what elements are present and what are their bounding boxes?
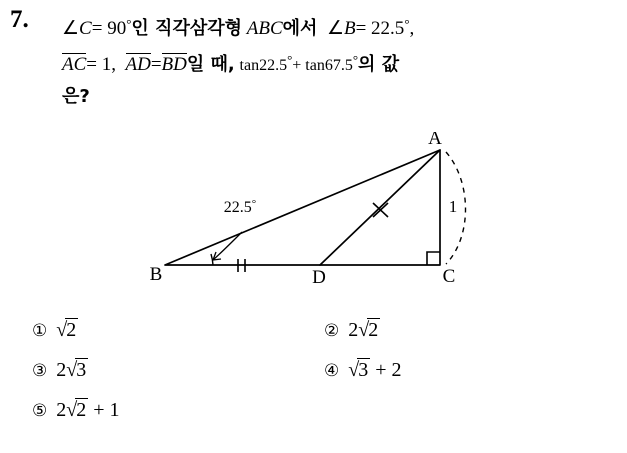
kor-question-end: 은? [62,85,90,107]
choice-5-number: ⑤ [32,401,48,421]
vertex-c-1: C [79,17,92,39]
ac-equals-1: = 1, [86,53,116,75]
choice-3[interactable] [32,358,88,382]
choice-2-radical-icon: √2 [358,319,379,341]
choice-4[interactable] [324,358,402,382]
degree-sign-2: ° [404,16,410,31]
question-number: 7. [10,6,29,33]
figure-label-B: B [149,264,163,285]
choice-1-number: ① [32,321,48,341]
choice-4-radicand: 3 [358,359,369,381]
segment-ac: AC [62,53,87,75]
choice-4-radical-icon: √3 [348,359,369,381]
degree-sign-1: ° [126,16,132,31]
equals-sign-2: = [150,53,162,75]
choice-2-coefficient: 2 [348,319,359,341]
comma-1: , [409,17,415,39]
choice-3-radical-icon: √3 [66,359,87,381]
choice-5-coefficient: 2 [56,399,67,421]
segment-ad-path [320,150,440,265]
question-line-3 [62,81,617,112]
degree-sign-3: ° [287,51,293,67]
choice-5-text [56,399,119,421]
question-text [62,8,617,112]
choice-1-radical-icon: √2 [56,319,77,341]
tan-22-5: tan22.5 [239,56,288,74]
segment-bd: BD [161,53,187,75]
figure-label-A: A [428,132,442,149]
figure-angle-value: 22.5° [223,198,257,216]
triangle-abc-path [165,150,440,265]
figure-label-D: D [312,267,326,288]
angle-symbol-2: ∠ [326,17,344,39]
choice-2[interactable] [324,318,380,342]
choice-4-text [348,359,401,381]
vertex-b-1: B [343,17,356,39]
angle-label-leader-line [213,232,242,260]
choice-3-text [56,359,88,381]
choice-3-coefficient: 2 [56,359,67,381]
triangle-abc: ABC [246,17,283,39]
choice-5-radicand: 2 [76,399,87,421]
question-line-2 [62,44,617,81]
equals-22-5: = 22.5 [355,17,405,39]
degree-sign-4: ° [352,51,359,67]
kor-when: 일 때, [186,53,235,75]
angle-symbol-1: ∠ [62,17,80,39]
choice-5-suffix: + 1 [93,399,120,421]
figure-label-C: C [442,266,456,287]
choice-5-radical-icon: √2 [66,399,87,421]
equals-90: = 90 [91,17,127,39]
choice-1[interactable] [32,318,78,342]
choice-3-radicand: 3 [76,359,87,381]
choice-5[interactable] [32,398,120,422]
choice-2-text [348,319,380,341]
choice-1-text [56,319,78,341]
choice-2-radicand: 2 [368,319,379,341]
plus-tan-67-5: + tan67.5 [292,56,353,74]
right-angle-icon [427,252,440,265]
geometry-figure [120,132,500,307]
kor-right-triangle: 인 직각삼각형 [131,17,243,39]
choice-3-number: ③ [32,361,48,381]
single-tick-icon [373,203,388,217]
choice-4-suffix: + 2 [375,359,402,381]
choice-1-radicand: 2 [66,319,77,341]
choice-4-number: ④ [324,361,340,381]
question-line-1 [62,8,617,44]
kor-value-of: 의 값 [358,53,400,75]
segment-ad: AD [125,53,151,75]
kor-in: 에서 [282,17,318,39]
choice-2-number: ② [324,321,340,341]
figure-side-ac-length: 1 [448,197,458,216]
